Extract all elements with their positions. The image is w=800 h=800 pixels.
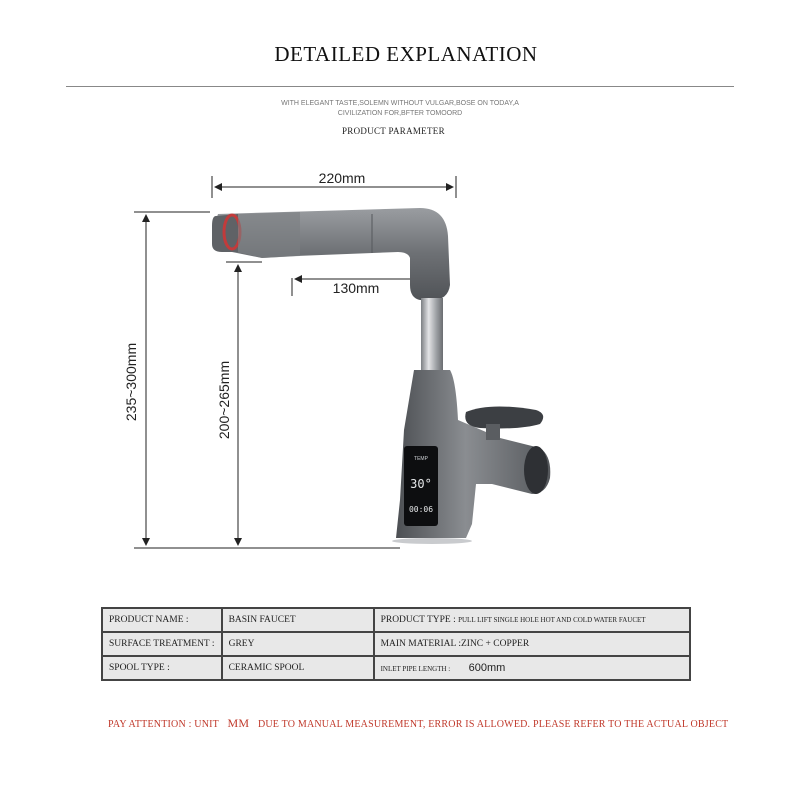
material-cell — [374, 632, 690, 656]
height-spout-label: 200~265mm — [216, 360, 232, 440]
height-total-label: 235~300mm — [123, 342, 139, 422]
side-outlet — [524, 446, 548, 494]
page-title: DETAILED EXPLANATION — [274, 42, 538, 66]
inlet-value: 600mm — [468, 662, 506, 674]
inlet-cell — [374, 656, 690, 680]
table-row — [102, 632, 690, 656]
lever-stem — [486, 424, 500, 440]
lever-handle — [465, 406, 543, 428]
surface-value: GREY — [222, 632, 374, 656]
product-name-value: BASIN FAUCET — [222, 608, 374, 632]
spool-value: CERAMIC SPOOL — [222, 656, 374, 680]
parameter-table — [101, 607, 691, 681]
note-unit: MM — [227, 716, 250, 730]
display-temp-label: TEMP — [414, 456, 428, 462]
width-label: 220mm — [318, 170, 366, 186]
faucet-image — [212, 208, 550, 544]
tagline-line-2: CIVILIZATION FOR,BFTER TOMOORD — [337, 110, 463, 117]
surface-key: SURFACE TREATMENT : — [102, 632, 222, 656]
note-suffix: DUE TO MANUAL MEASUREMENT, ERROR IS ALLOWED. PLEASE REFER TO THE ACTUAL OBJECT — [257, 719, 729, 730]
material-key: MAIN MATERIAL : — [380, 639, 461, 649]
width-dimension — [212, 170, 456, 198]
table-row — [102, 656, 690, 680]
base-shadow — [392, 538, 472, 544]
height-spout-dimension — [216, 262, 262, 545]
display-time-value: 00:06 — [408, 505, 434, 514]
pull-out-head — [238, 212, 300, 258]
reach-dimension — [292, 278, 418, 296]
display-temp-value: 30° — [410, 477, 432, 491]
section-title: PRODUCT PARAMETER — [342, 126, 445, 136]
product-name-key: PRODUCT NAME : — [102, 608, 222, 632]
material-value: ZINC + COPPER — [460, 639, 530, 649]
tagline-line-1: WITH ELEGANT TASTE,SOLEMN WITHOUT VULGAR,BOSE ON TODAY,A — [281, 100, 519, 107]
product-type-cell — [374, 608, 690, 632]
product-type-key: PRODUCT TYPE : — [380, 615, 456, 625]
chrome-riser — [421, 298, 443, 372]
attention-note — [108, 716, 768, 731]
inlet-key: INLET PIPE LENGTH : — [380, 665, 451, 673]
reach-label: 130mm — [332, 280, 380, 296]
table-row — [102, 608, 690, 632]
spool-key: SPOOL TYPE : — [102, 656, 222, 680]
note-prefix: PAY ATTENTION : UNIT — [108, 719, 219, 730]
product-type-value: PULL LIFT SINGLE HOLE HOT AND COLD WATER FAUCET — [458, 616, 646, 624]
